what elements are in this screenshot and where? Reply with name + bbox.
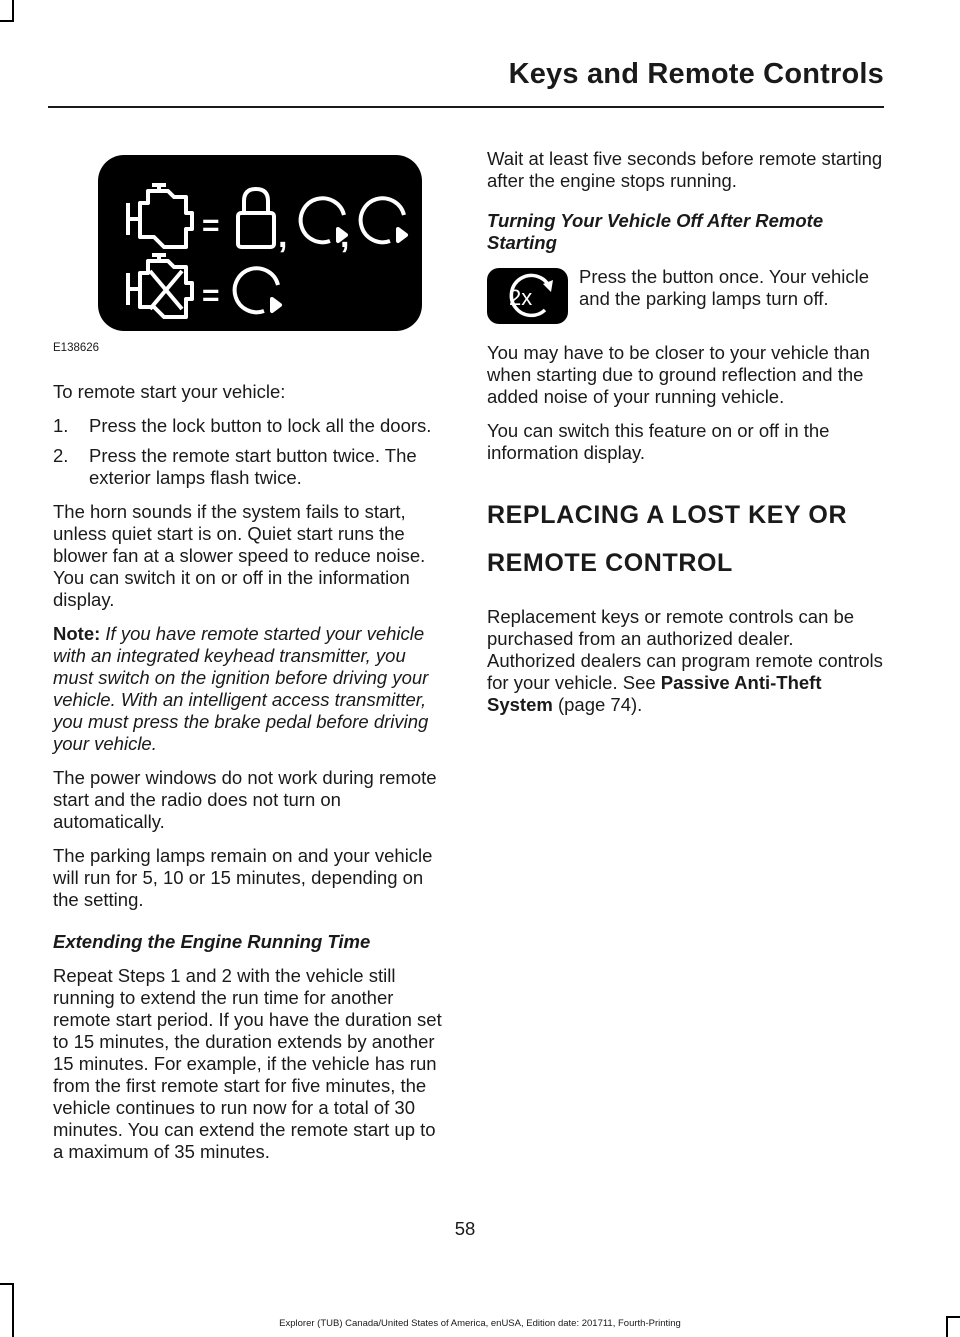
remote-start-icon <box>361 198 406 242</box>
icon-2x-label: 2x <box>509 285 533 310</box>
note-label: Note: <box>53 623 101 644</box>
page-header-title: Keys and Remote Controls <box>508 58 884 90</box>
section-title-line: REPLACING A LOST KEY OR <box>487 501 848 529</box>
footer-edition: Explorer (TUB) Canada/United States of America, enUSA, Edition date: 201711, Fourth-Printing <box>279 1318 681 1329</box>
crop-mark-top-left-h <box>0 20 14 22</box>
page-number: 58 <box>454 1218 476 1239</box>
subhead-turning-off: Turning Your Vehicle Off After Remote Starting <box>487 210 824 253</box>
figure-comma: , <box>278 217 288 255</box>
remote-start-2x-icon <box>487 268 568 324</box>
steps-list <box>53 415 448 489</box>
crop-mark-top-left-v <box>12 0 14 22</box>
remote-start-2x-graphic <box>487 268 568 324</box>
step-text: Press the lock button to lock all the doors. <box>89 415 432 436</box>
replace-paragraph <box>487 606 883 716</box>
section-title <box>487 500 883 578</box>
horn-paragraph: The horn sounds if the system fails to start, unless quiet start is on. Quiet start runs the blower fan at a slower speed to reduce noise. You can switch it on or off in the information display. <box>53 501 426 610</box>
replace-text: Replacement keys or remote controls can be purchased from an authorized dealer. Authorized dealers can program remote controls for your vehicle. See <box>487 606 883 693</box>
switch-paragraph: You can switch this feature on or off in the information display. <box>487 420 830 463</box>
figure-equals: = <box>202 279 220 312</box>
left-column <box>53 155 448 1175</box>
note-text: If you have remote started your vehicle with an integrated keyhead transmitter, you must switch on the ignition before driving your vehicle. With an intelligent access transmitter, you must press the brake pedal before driving your vehicle. <box>53 623 429 754</box>
list-item <box>53 415 448 437</box>
step-text: Press the remote start button twice. The exterior lamps flash twice. <box>89 445 417 488</box>
closer-paragraph: You may have to be closer to your vehicle than when starting due to ground reflection and the added noise of your running vehicle. <box>487 342 870 407</box>
remote-start-icon <box>235 268 280 312</box>
list-item <box>53 445 448 489</box>
note-paragraph <box>53 623 448 755</box>
passive-anti-theft-link[interactable]: Passive Anti-Theft System <box>487 672 822 715</box>
remote-start-indicator-figure <box>98 155 422 331</box>
windows-paragraph: The power windows do not work during remote start and the radio does not turn on automatically. <box>53 767 437 832</box>
page-reference: (page 74). <box>552 694 643 715</box>
header-rule <box>48 106 884 108</box>
press-paragraph: Press the button once. Your vehicle and the parking lamps turn off. <box>579 266 870 309</box>
crop-mark-bottom-left-h <box>0 1283 14 1285</box>
remote-start-button-row <box>487 266 883 332</box>
figure-graphic <box>98 155 422 331</box>
figure-equals: = <box>202 209 220 242</box>
figure-code: E138626 <box>53 342 100 354</box>
step-number: 2. <box>53 445 69 466</box>
lock-icon <box>238 189 274 247</box>
extend-paragraph: Repeat Steps 1 and 2 with the vehicle still running to extend the run time for another remote start period. If you have the duration set to 15 minutes, the duration extends by another 15 minutes. For example, if the vehicle has run from the first remote start for five minutes, the vehicle continues to run now for a total of 30 minutes. You can extend the remote start up to a maximum of 35 minutes. <box>53 965 442 1162</box>
wait-paragraph: Wait at least five seconds before remote starting after the engine stops running. <box>487 148 883 191</box>
figure-comma: , <box>340 217 350 255</box>
engine-icon <box>128 185 192 247</box>
step-number: 1. <box>53 415 69 436</box>
engine-off-icon <box>128 255 192 317</box>
lamps-paragraph: The parking lamps remain on and your vehicle will run for 5, 10 or 15 minutes, depending on the setting. <box>53 845 433 910</box>
intro-text: To remote start your vehicle: <box>53 381 286 402</box>
right-column <box>487 148 883 728</box>
section-title-line: REMOTE CONTROL <box>487 549 733 577</box>
subhead-extending: Extending the Engine Running Time <box>53 931 371 952</box>
